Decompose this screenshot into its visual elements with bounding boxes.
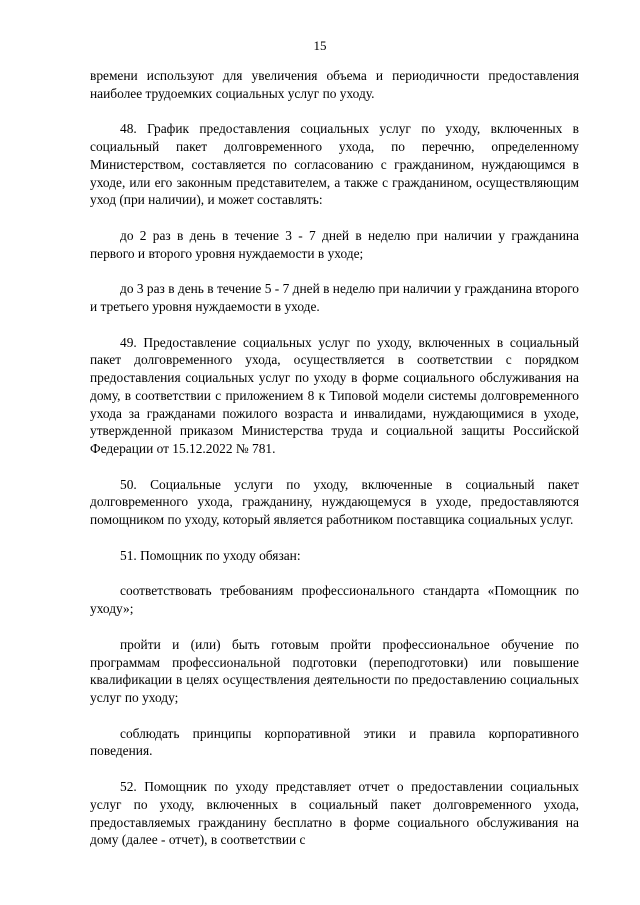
paragraph-48-item-2: до 3 раз в день в течение 5 - 7 дней в неделю при наличии у гражданина второго и третьего уровня нуждаемости в уходе. [90,281,579,315]
document-body [90,67,579,867]
paragraph-48-item-1: до 2 раз в день в течение 3 - 7 дней в неделю при наличии у гражданина первого и второго уровня нуждаемости в уходе; [90,227,579,261]
paragraph-51-item-3: соблюдать принципы корпоративной этики и правила корпоративного поведения. [90,725,579,759]
paragraph-50: 50. Социальные услуги по уходу, включенные в социальный пакет долговременного ухода, гражданину, нуждающемуся в уходе, предоставляются помощником по уходу, который является работником поставщика социальных услуг. [90,476,579,528]
paragraph-51: 51. Помощник по уходу обязан: [120,547,301,563]
paragraph-49: 49. Предоставление социальных услуг по уходу, включенных в социальный пакет долговременного ухода, осуществляется в соответствии с порядком предоставления социальных услуг по уходу в форме социального обслуживания на дому, в соответствии с приложением 8 к Типовой модели системы долговременного ухода за гражданами пожилого возраста и инвалидами, нуждающимися в уходе, утвержденной приказом Министерства труда и социальной защиты Российской Федерации от 15.12.2022 № 781. [90,334,579,456]
paragraph-51-item-1: соответствовать требованиям профессионального стандарта «Помощник по уходу»; [90,583,579,617]
paragraph-continuation: времени используют для увеличения объема и периодичности предоставления наиболее трудоемких социальных услуг по уходу. [90,68,579,101]
paragraph-51-item-2: пройти и (или) быть готовым пройти профессиональное обучение по программам профессиональной подготовки (переподготовки) или повышение квалификации в целях осуществления деятельности по предоставлению социальных услуг по уходу; [90,636,579,705]
page-number: 15 [313,38,327,53]
paragraph-48: 48. График предоставления социальных услуг по уходу, включенных в социальный пакет долговременного ухода, по перечню, определенному Министерством, составляется по согласованию с гражданином, нуждающимся в уходе, или его законным представителем, а также с гражданином, осуществляющим уход (при наличии), и может составлять: [90,121,579,208]
paragraph-52: 52. Помощник по уходу представляет отчет о предоставлении социальных услуг по уходу, включенных в социальный пакет долговременного ухода, предоставляемых гражданину бесплатно в форме социального обслуживания на дому (далее - отчет), в соответствии с [90,779,579,848]
